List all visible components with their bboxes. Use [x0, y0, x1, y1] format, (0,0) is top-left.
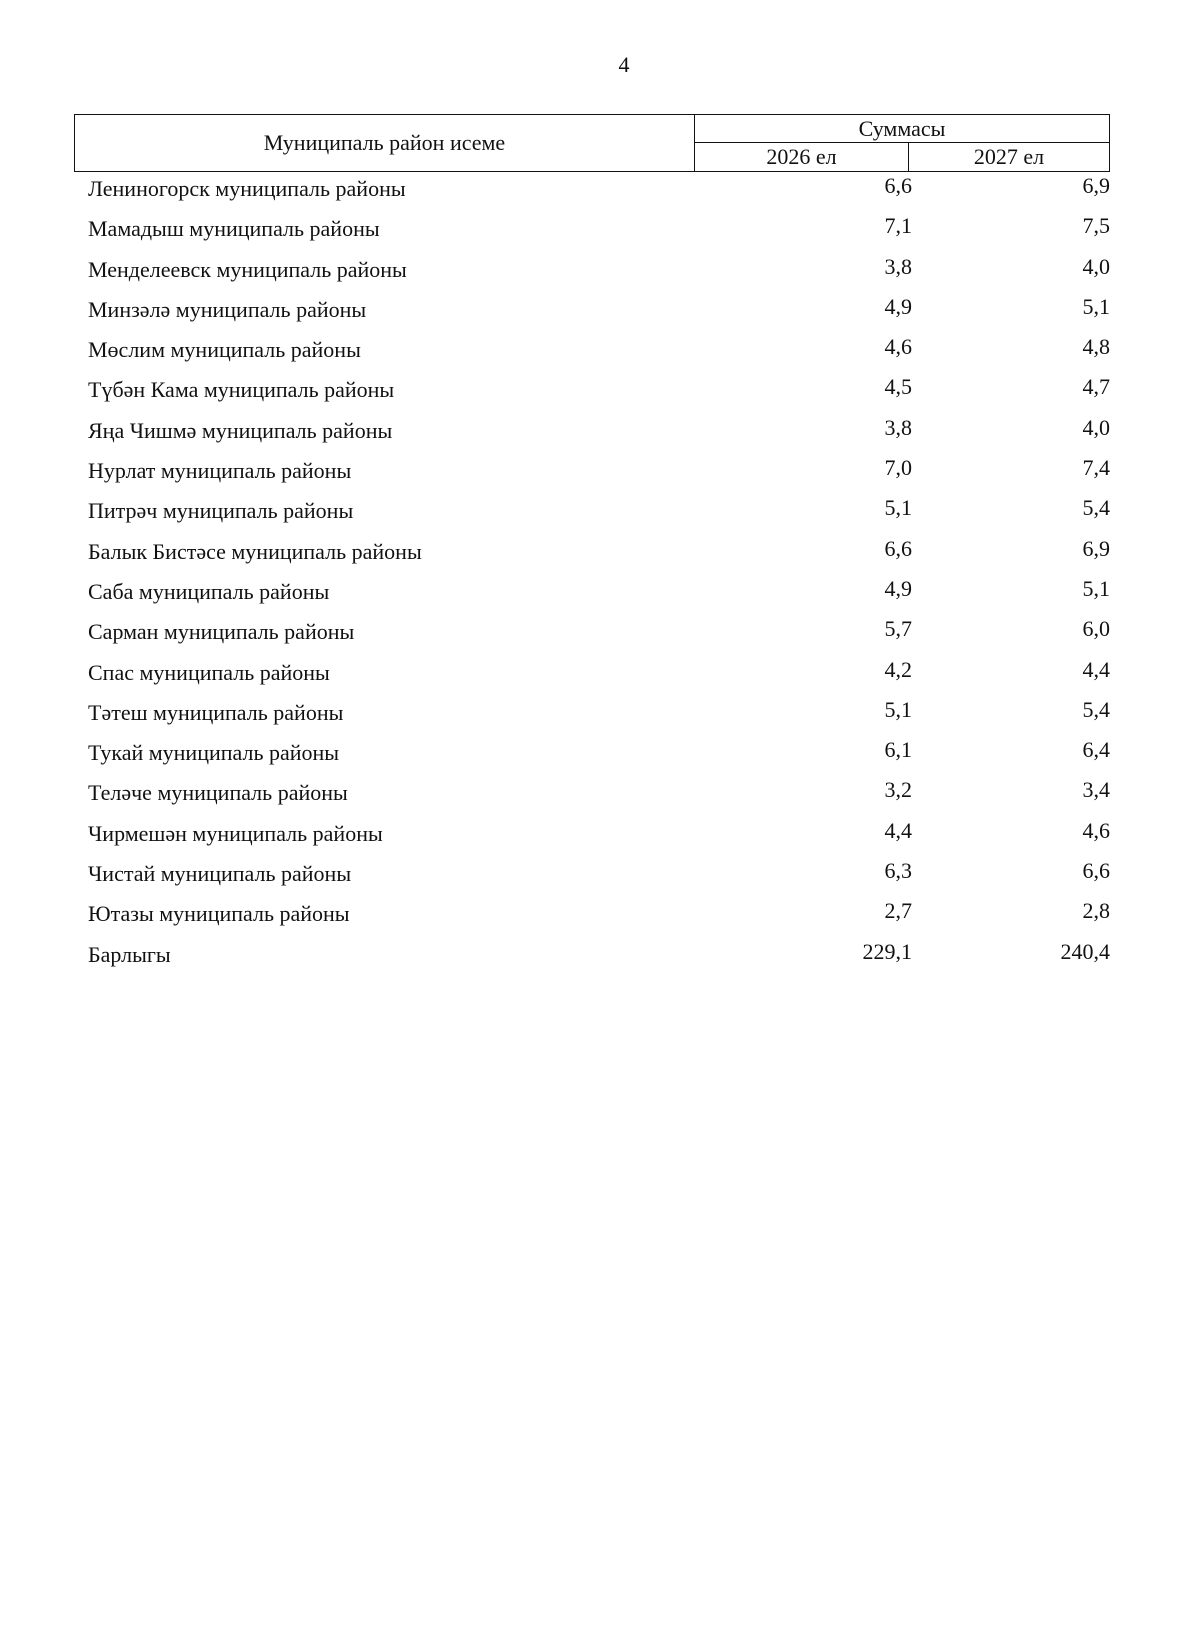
- amount-2027-cell: 6,9: [1082, 535, 1110, 561]
- district-name-cell: Менделеевск муниципаль районы: [88, 256, 407, 282]
- amount-2026-cell: 4,9: [884, 293, 912, 319]
- amount-2026-cell: 4,6: [884, 334, 912, 360]
- header-year-2026: 2026 ел: [695, 143, 909, 171]
- table-row: [74, 857, 1110, 897]
- amount-2027-cell: 7,4: [1082, 455, 1110, 481]
- table-row: [74, 535, 1110, 575]
- district-name-cell: Барлыгы: [88, 941, 171, 967]
- table-row: [74, 373, 1110, 413]
- amount-2026-cell: 6,6: [884, 535, 912, 561]
- amount-2026-cell: 4,5: [884, 374, 912, 400]
- amount-2027-cell: 240,4: [1060, 938, 1110, 964]
- district-name-cell: Ютазы муниципаль районы: [88, 901, 350, 927]
- page-number: 4: [618, 52, 630, 77]
- amount-2026-cell: 6,1: [884, 737, 912, 763]
- amount-2026-cell: 7,0: [884, 455, 912, 481]
- district-name-cell: Тукай муниципаль районы: [88, 740, 340, 766]
- district-name-cell: Мөслим муниципаль районы: [88, 337, 361, 363]
- district-name-cell: Тәтеш муниципаль районы: [88, 699, 344, 725]
- amount-2027-cell: 5,1: [1082, 575, 1110, 601]
- amount-2026-cell: 4,9: [884, 575, 912, 601]
- district-name-cell: Түбән Кама муниципаль районы: [88, 377, 395, 403]
- amount-2027-cell: 6,4: [1082, 737, 1110, 763]
- table-body: [74, 172, 1110, 978]
- table-row: [74, 615, 1110, 655]
- table-row: [74, 696, 1110, 736]
- amount-2026-cell: 7,1: [884, 213, 912, 239]
- amount-2026-cell: 3,8: [884, 414, 912, 440]
- amount-2026-cell: 5,1: [884, 495, 912, 521]
- amount-2026-cell: 6,3: [884, 858, 912, 884]
- amount-2026-cell: 5,7: [884, 616, 912, 642]
- table-row: [74, 897, 1110, 937]
- table-row: [74, 776, 1110, 816]
- amount-2027-cell: 7,5: [1082, 213, 1110, 239]
- amount-2026-cell: 2,7: [884, 898, 912, 924]
- table-row: [74, 938, 1110, 978]
- district-name-cell: Спас муниципаль районы: [88, 659, 330, 685]
- table-row: [74, 656, 1110, 696]
- district-name-cell: Чистай муниципаль районы: [88, 861, 352, 887]
- amount-2026-cell: 6,6: [884, 173, 912, 198]
- amount-2027-cell: 4,0: [1082, 253, 1110, 279]
- table-row: [74, 172, 1110, 212]
- amount-2027-cell: 2,8: [1082, 898, 1110, 924]
- district-name-cell: Чирмешән муниципаль районы: [88, 820, 383, 846]
- table-row: [74, 454, 1110, 494]
- district-name-cell: Теләче муниципаль районы: [88, 780, 348, 806]
- amount-2027-cell: 4,6: [1082, 817, 1110, 843]
- amount-2027-cell: 6,6: [1082, 858, 1110, 884]
- amount-2027-cell: 4,7: [1082, 374, 1110, 400]
- district-name-cell: Балык Бистәсе муниципаль районы: [88, 538, 422, 564]
- amount-2027-cell: 3,4: [1082, 777, 1110, 803]
- table-row: [74, 212, 1110, 252]
- header-year-2027: 2027 ел: [973, 144, 1045, 169]
- table-row: [74, 575, 1110, 615]
- table-row: [74, 293, 1110, 333]
- table-row: [74, 817, 1110, 857]
- amount-2026-cell: 5,1: [884, 696, 912, 722]
- district-name-cell: Лениногорск муниципаль районы: [88, 176, 406, 201]
- amount-2027-cell: 6,9: [1082, 173, 1110, 198]
- amount-2026-cell: 3,8: [884, 253, 912, 279]
- table-row: [74, 333, 1110, 373]
- table-header: [74, 114, 1110, 172]
- district-name-cell: Саба муниципаль районы: [88, 578, 330, 604]
- amount-2027-cell: 5,4: [1082, 696, 1110, 722]
- amount-2026-cell: 3,2: [884, 777, 912, 803]
- amount-2027-cell: 4,0: [1082, 414, 1110, 440]
- header-amount: Суммасы: [695, 115, 1109, 143]
- table-row: [74, 736, 1110, 776]
- header-district-name: Муниципаль район исеме: [75, 115, 695, 171]
- amount-2026-cell: 4,4: [884, 817, 912, 843]
- amount-2027-cell: 4,8: [1082, 334, 1110, 360]
- amount-2027-cell: 6,0: [1082, 616, 1110, 642]
- table-row: [74, 494, 1110, 534]
- amount-2027-cell: 5,1: [1082, 293, 1110, 319]
- amount-2026-cell: 229,1: [862, 938, 912, 964]
- district-name-cell: Питрәч муниципаль районы: [88, 498, 354, 524]
- district-name-cell: Нурлат муниципаль районы: [88, 458, 352, 484]
- amount-2027-cell: 4,4: [1082, 656, 1110, 682]
- district-name-cell: Яңа Чишмә муниципаль районы: [88, 417, 393, 443]
- table-row: [74, 414, 1110, 454]
- district-name-cell: Мамадыш муниципаль районы: [88, 216, 380, 242]
- district-name-cell: Минзәлә муниципаль районы: [88, 296, 367, 322]
- district-name-cell: Сарман муниципаль районы: [88, 619, 355, 645]
- amount-2027-cell: 5,4: [1082, 495, 1110, 521]
- amount-2026-cell: 4,2: [884, 656, 912, 682]
- table-row: [74, 253, 1110, 293]
